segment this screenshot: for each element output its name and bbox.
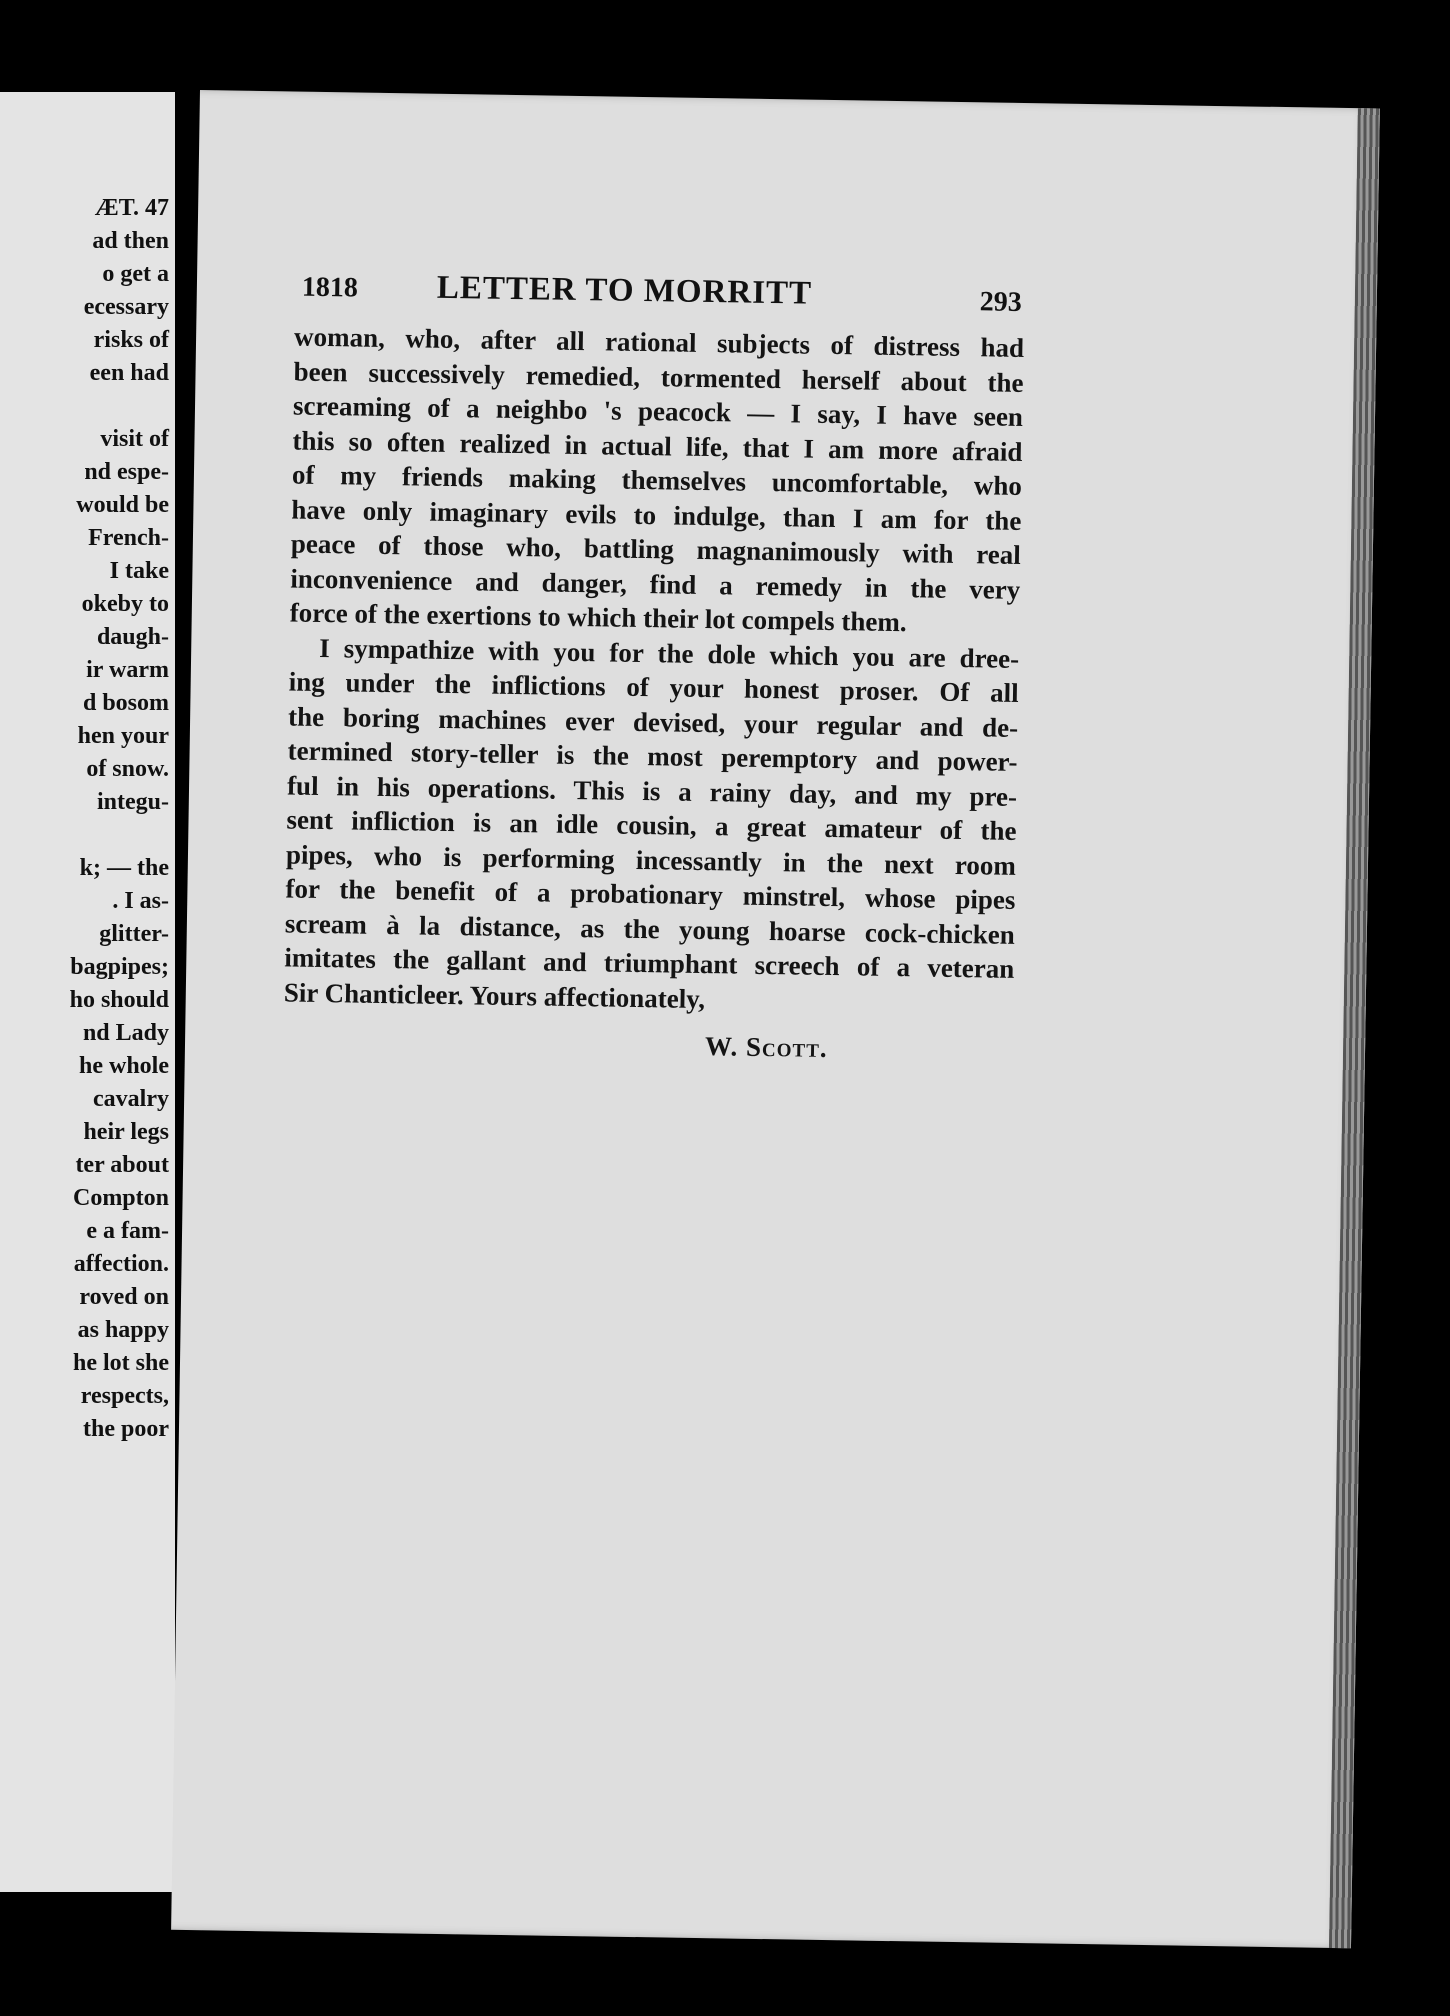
left-page-line: ho should	[69, 987, 169, 1013]
left-page-line: I take	[109, 558, 169, 584]
text-line: for the benefit of a probationary minstrel, whose pipes	[285, 873, 1016, 915]
text-line: of my friends making themselves uncomfortable, who	[291, 459, 1023, 501]
running-head	[301, 269, 1023, 323]
text-line: Sir Chanticleer. Yours affectionately,	[283, 976, 706, 1014]
left-page-line: risks of	[93, 327, 169, 353]
left-page-line: nd espe-	[84, 459, 169, 485]
text-line: the boring machines ever devised, your regular and de-	[287, 700, 1019, 743]
left-page-line: ecessary	[83, 294, 169, 320]
left-page-line: bagpipes;	[70, 954, 169, 980]
left-page-line: daugh-	[96, 624, 169, 650]
left-page-line: o get a	[102, 261, 169, 287]
left-page-line: integu-	[97, 789, 169, 815]
text-line: sent infliction is an idle cousin, a great amateur of the	[286, 804, 1017, 846]
left-page-line: he whole	[79, 1053, 169, 1079]
left-page-line: nd Lady	[82, 1020, 169, 1046]
signature: W. Scott.	[704, 1031, 828, 1063]
text-line: I sympathize with you for the dole which you are dree-	[319, 632, 1020, 674]
left-page-line: hen your	[77, 723, 169, 749]
left-page-line: k; — the	[79, 855, 169, 881]
left-page-line: okeby to	[81, 591, 169, 617]
left-page-line: glitter-	[99, 921, 169, 947]
left-page-line: ÆT. 47	[94, 195, 169, 221]
left-page-line: roved on	[79, 1284, 169, 1310]
text-line: force of the exertions to which their lot compels them.	[289, 597, 907, 638]
left-page-line: respects,	[80, 1383, 169, 1409]
left-page-line: . I as-	[112, 888, 169, 914]
text-line: peace of those who, battling magnanimously with real	[290, 528, 1022, 570]
right-page	[171, 90, 1380, 1948]
left-page-line: ad then	[92, 228, 169, 254]
text-line: woman, who, after all rational subjects of distress had	[293, 321, 1025, 363]
text-line: termined story-teller is the most peremptory and power-	[287, 735, 1018, 777]
text-line: have only imaginary evils to indulge, than I am for the	[291, 493, 1022, 536]
text-line: screaming of a neighbo 's peacock — I say, I have seen	[292, 390, 1024, 432]
text-line: pipes, who is performing incessantly in the next room	[285, 838, 1017, 881]
left-page-line: of snow.	[86, 756, 169, 782]
text-line: ful in his operations. This is a rainy day, and my pre-	[286, 769, 1018, 812]
body-text	[284, 320, 1025, 1021]
left-page-line: heir legs	[83, 1119, 169, 1145]
left-page-line: ir warm	[86, 657, 169, 683]
left-page-line: would be	[76, 492, 169, 518]
left-page-line: d bosom	[82, 690, 169, 716]
left-page-line: Compton	[72, 1185, 169, 1211]
head-year: 1818	[301, 271, 359, 304]
left-page-line: affection.	[73, 1251, 169, 1277]
page-number: 293	[979, 286, 1023, 318]
left-page-line: cavalry	[93, 1086, 169, 1112]
text-line: inconvenience and danger, find a remedy in the very	[290, 562, 1021, 605]
text-line: been successively remedied, tormented herself about the	[293, 356, 1024, 398]
text-line: imitates the gallant and triumphant screech of a veteran	[284, 942, 1015, 984]
left-page	[0, 92, 175, 1892]
text-line: this so often realized in actual life, that I am more afraid	[292, 424, 1023, 467]
text-line: ing under the inflictions of your honest proser. Of all	[288, 666, 1019, 708]
left-page-line: he lot she	[73, 1350, 169, 1376]
head-title: LETTER TO MORRITT	[436, 269, 813, 312]
left-page-line: ter about	[75, 1152, 169, 1178]
left-page-line: e a fam-	[86, 1218, 169, 1244]
left-page-line: the poor	[83, 1416, 169, 1442]
left-page-line: as happy	[77, 1317, 169, 1343]
left-page-line: visit of	[100, 426, 169, 452]
left-page-line: een had	[89, 360, 169, 386]
text-line: scream à la distance, as the young hoarse cock-chicken	[284, 907, 1016, 950]
page-edge	[1329, 108, 1380, 1948]
left-page-line: French-	[88, 525, 169, 551]
